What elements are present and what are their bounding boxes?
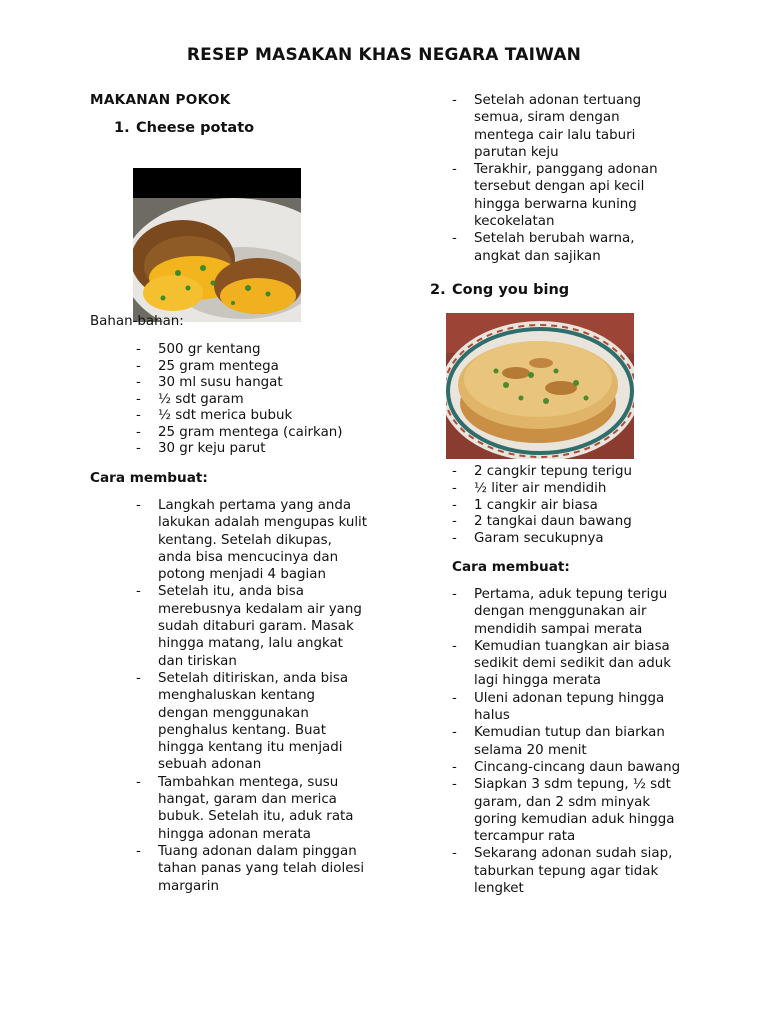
ingredient-item: - 30 gr keju parut [136,441,396,458]
recipe-2-number: 2. [430,282,446,298]
recipe-1-continued-steps-list [452,92,682,265]
recipe-2-title [430,282,569,298]
recipe-1-ingredients-heading: Bahan-bahan: [90,314,184,329]
step-item: - Siapkan 3 sdm tepung, ½ sdt garam, dan 2 sdm minyak goring kemudian aduk hingga tercampur rata [452,776,688,845]
ingredient-item: - 30 ml susu hangat [136,375,396,392]
step-item: - Setelah ditiriskan, anda bisa menghaluskan kentang dengan menggunakan penghalus kentang. Buat hingga kentang itu menjadi sebuah adonan [136,670,368,774]
step-item: - Terakhir, panggang adonan tersebut dengan api kecil hingga berwarna kuning kecokelatan [452,161,682,230]
recipe-1-steps-list [136,497,368,895]
ingredient-item: - 500 gr kentang [136,342,396,359]
step-item: - Tambahkan mentega, susu hangat, garam dan merica bubuk. Setelah itu, aduk rata hingga adonan merata [136,774,368,843]
ingredient-item: - 25 gram mentega [136,359,396,376]
step-item: - Pertama, aduk tepung terigu dengan menggunakan air mendidih sampai merata [452,586,688,638]
ingredient-item: - 2 cangkir tepung terigu [452,464,692,481]
step-item: - Sekarang adonan sudah siap, taburkan tepung agar tidak lengket [452,845,688,897]
recipe-2-steps-list [452,586,688,897]
step-item: - Langkah pertama yang anda lakukan adalah mengupas kulit kentang. Setelah dikupas, anda bisa mencucinya dan potong menjadi 4 bagian [136,497,368,583]
recipe-1-ingredients-list [136,342,396,458]
recipe-1-steps-heading: Cara membuat: [90,470,208,486]
recipe-2-name: Cong you bing [452,282,570,298]
document-title: RESEP MASAKAN KHAS NEGARA TAIWAN [186,45,582,65]
step-item: - Uleni adonan tepung hingga halus [452,690,688,725]
step-item: - Setelah itu, anda bisa merebusnya kedalam air yang sudah ditaburi garam. Masak hingga matang, lalu angkat dan tiriskan [136,583,368,669]
step-item: - Kemudian tuangkan air biasa sedikit demi sedikit dan aduk lagi hingga merata [452,638,688,690]
ingredient-item: - ½ liter air mendidih [452,481,692,498]
ingredient-item: - Garam secukupnya [452,531,692,548]
ingredient-item: - ½ sdt merica bubuk [136,408,396,425]
cong-you-bing-photo [446,313,634,459]
section-heading: MAKANAN POKOK [90,92,231,108]
ingredient-item: - ½ sdt garam [136,392,396,409]
recipe-1-number: 1. [114,120,130,136]
ingredient-item: - 2 tangkai daun bawang [452,514,692,531]
cheese-potato-photo [133,168,301,322]
recipe-1-name: Cheese potato [136,120,255,136]
step-item: - Kemudian tutup dan biarkan selama 20 menit [452,724,688,759]
step-item: - Cincang-cincang daun bawang [452,759,688,776]
ingredient-item: - 1 cangkir air biasa [452,498,692,515]
recipe-2-ingredients-list [452,464,692,548]
step-item: - Setelah berubah warna, angkat dan sajikan [452,230,682,265]
step-item: - Setelah adonan tertuang semua, siram dengan mentega cair lalu taburi parutan keju [452,92,682,161]
step-item: - Tuang adonan dalam pinggan tahan panas yang telah diolesi margarin [136,843,368,895]
recipe-2-steps-heading: Cara membuat: [452,559,570,575]
ingredient-item: - 25 gram mentega (cairkan) [136,425,396,442]
recipe-1-title [114,120,254,136]
